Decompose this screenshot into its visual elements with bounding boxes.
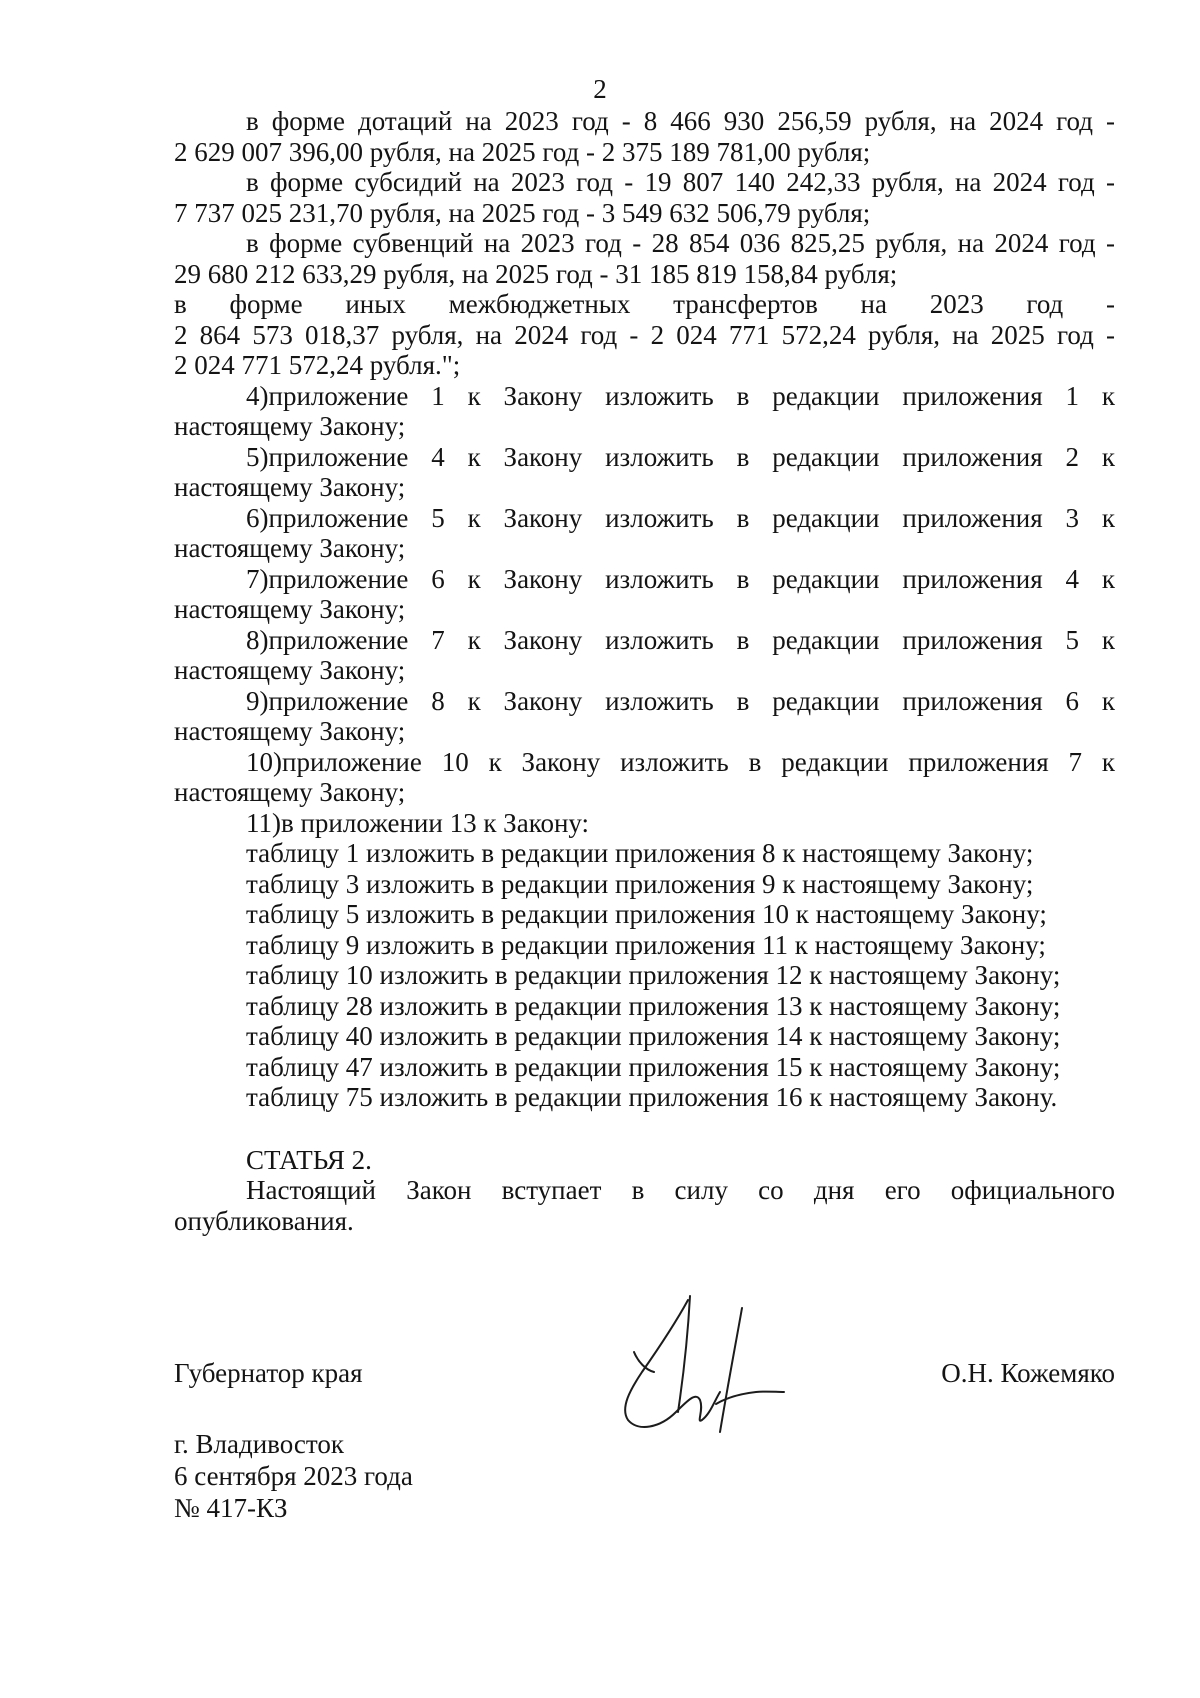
text-line: в форме субсидий на 2023 год - 19 807 140 242,33 рубля, на 2024 год - bbox=[246, 167, 1115, 197]
text-line: 2 024 771 572,24 рубля."; bbox=[174, 350, 461, 380]
budget-paragraph bbox=[174, 289, 1115, 381]
page-number: 2 bbox=[593, 74, 607, 104]
article-heading: СТАТЬЯ 2. bbox=[246, 1144, 372, 1175]
table-line: таблицу 40 изложить в редакции приложения 14 к настоящему Закону; bbox=[246, 1021, 1061, 1051]
table-line: таблицу 1 изложить в редакции приложения 8 к настоящему Закону; bbox=[246, 838, 1034, 868]
list-item bbox=[174, 747, 1115, 808]
document-body bbox=[174, 106, 1115, 1236]
text-line: 9)приложение 8 к Закону изложить в редакции приложения 6 к bbox=[246, 685, 1115, 716]
text-line: в форме иных межбюджетных трансфертов на 2023 год - bbox=[174, 289, 1115, 319]
text-line: в форме субвенций на 2023 год - 28 854 036 825,25 рубля, на 2024 год - bbox=[246, 228, 1115, 258]
budget-paragraph bbox=[174, 167, 1115, 228]
list-item bbox=[174, 503, 1115, 564]
text-line: 7)приложение 6 к Закону изложить в редакции приложения 4 к bbox=[246, 563, 1115, 594]
spacer bbox=[174, 1113, 1115, 1145]
text-line: Настоящий Закон вступает в силу со дня его официального bbox=[246, 1175, 1115, 1205]
text-line: в форме дотаций на 2023 год - 8 466 930 256,59 рубля, на 2024 год - bbox=[246, 106, 1115, 136]
text-line: опубликования. bbox=[174, 1205, 354, 1236]
article-2 bbox=[174, 1145, 1115, 1237]
text-line: настоящему Закону; bbox=[174, 716, 406, 746]
table-line: таблицу 5 изложить в редакции приложения 10 к настоящему Закону; bbox=[246, 899, 1047, 929]
city: г. Владивосток bbox=[174, 1429, 344, 1459]
table-line: таблицу 75 изложить в редакции приложения 16 к настоящему Закону. bbox=[246, 1082, 1058, 1112]
governor-title: Губернатор края bbox=[174, 1358, 363, 1388]
text-line: настоящему Закону; bbox=[174, 533, 406, 563]
text-line: 5)приложение 4 к Закону изложить в редакции приложения 2 к bbox=[246, 441, 1115, 472]
list-item bbox=[174, 625, 1115, 686]
table-line: таблицу 3 изложить в редакции приложения 9 к настоящему Закону; bbox=[246, 868, 1034, 899]
handwritten-signature bbox=[616, 1292, 796, 1442]
list-item-11 bbox=[174, 808, 1115, 1113]
list-item bbox=[174, 564, 1115, 625]
law-number: № 417-КЗ bbox=[174, 1493, 288, 1523]
list-item bbox=[174, 442, 1115, 503]
text-line: 6)приложение 5 к Закону изложить в редакции приложения 3 к bbox=[246, 502, 1115, 533]
table-line: таблицу 28 изложить в редакции приложения 13 к настоящему Закону; bbox=[246, 990, 1061, 1021]
text-line: настоящему Закону; bbox=[174, 411, 406, 441]
table-line: таблицу 10 изложить в редакции приложения 12 к настоящему Закону; bbox=[246, 960, 1061, 990]
governor-name: О.Н. Кожемяко bbox=[941, 1358, 1115, 1388]
text-line: настоящему Закону; bbox=[174, 594, 406, 624]
text-line: 10)приложение 10 к Закону изложить в редакции приложения 7 к bbox=[246, 746, 1115, 777]
text-line: настоящему Закону; bbox=[174, 472, 406, 502]
text-line: настоящему Закону; bbox=[174, 777, 406, 807]
item11-heading: 11)в приложении 13 к Закону: bbox=[246, 807, 590, 838]
table-line: таблицу 9 изложить в редакции приложения 11 к настоящему Закону; bbox=[246, 929, 1046, 960]
text-line: 29 680 212 633,29 рубля, на 2025 год - 31 185 819 158,84 рубля; bbox=[174, 258, 898, 289]
text-line: 4)приложение 1 к Закону изложить в редакции приложения 1 к bbox=[246, 380, 1115, 411]
list-item bbox=[174, 381, 1115, 442]
text-line: 2 864 573 018,37 рубля, на 2024 год - 2 024 771 572,24 рубля, на 2025 год - bbox=[174, 319, 1115, 350]
budget-paragraph bbox=[174, 228, 1115, 289]
text-line: 7 737 025 231,70 рубля, на 2025 год - 3 549 632 506,79 рубля; bbox=[174, 197, 871, 228]
text-line: 2 629 007 396,00 рубля, на 2025 год - 2 375 189 781,00 рубля; bbox=[174, 136, 871, 167]
text-line: 8)приложение 7 к Закону изложить в редакции приложения 5 к bbox=[246, 624, 1115, 655]
text-line: настоящему Закону; bbox=[174, 655, 406, 685]
list-item bbox=[174, 686, 1115, 747]
document-footer bbox=[174, 1428, 413, 1524]
signing-date: 6 сентября 2023 года bbox=[174, 1461, 413, 1491]
table-line: таблицу 47 изложить в редакции приложения 15 к настоящему Закону; bbox=[246, 1051, 1061, 1082]
budget-paragraph bbox=[174, 106, 1115, 167]
